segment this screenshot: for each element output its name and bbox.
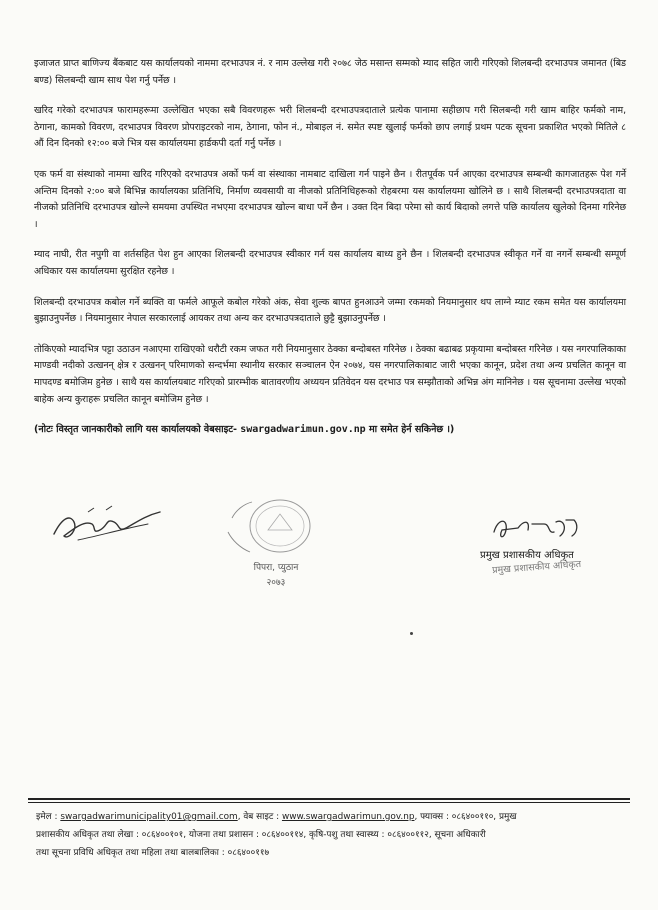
- footer-line-2: प्रशासकीय अधिकृत तथा लेखा : ०८६४००१०१, योजना तथा प्रशासन : ०८६४००११४, कृषि-पशु तथा स्वास्थ्य : ०८६४००११२, सूचना अधिकारी: [36, 830, 486, 840]
- seal-year-text: २०७३: [266, 578, 286, 588]
- footer-website-link[interactable]: www.swargadwarimun.gov.np: [281, 812, 415, 822]
- officer-title: प्रमुख प्रशासकीय अधिकृत: [480, 550, 574, 561]
- footer-divider-thin: [28, 802, 630, 803]
- paragraph-submission: खरिद गरेको दरभाउपत्र फारामहरूमा उल्लेखित भएका सबै विवरणहरू भरी शिलबन्दी दरभाउपत्रदाताले प्रत्येक पानामा सहीछाप गरी सिलबन्दी गरी खाम बाहिर फर्मको नाम, ठेगाना, कामको विवरण, दरभाउपत्र विवरण प्रोपराइटरको नाम, ठेगाना, फोन नं., मोबाइल नं. समेत स्पष्ट खुलाई फर्मको छाप लगाई प्रथम पटक सूचना प्रकाशित भएको मितिले ८ औं दिन दिनको १२:०० बजे भित्र यस कार्यालयमा हार्डकपी दर्ता गर्नु पर्नेछ ।: [34, 105, 626, 150]
- note-website-link[interactable]: swargadwarimun.gov.np: [240, 424, 366, 436]
- website-note: [34, 422, 626, 439]
- website-label: वेब साइट :: [243, 812, 280, 822]
- email-label: इमेल :: [36, 812, 58, 822]
- office-seal: [218, 490, 330, 590]
- footer-divider: [28, 798, 630, 800]
- contact-footer: [36, 808, 630, 862]
- paragraph-vat: शिलबन्दी दरभाउपत्र कबोल गर्ने ब्यक्ति वा फर्मले आफूले कबोल गरेको अंक, सेवा शुल्क बापत हुनआउने जम्मा रकमको नियमानुसार थप लाग्ने म्याट रकम समेत यस कार्यालयमा बुझाउनुपर्नेछ । नियमानुसार नेपाल सरकारलाई आयकर तथा अन्य कर दरभाउपत्रदाताले छुट्टै बुझाउनुपर्नेछ ।: [34, 296, 626, 325]
- notice-body: [34, 56, 626, 453]
- fax-and-chief: , फ्याक्स : ०८६४००११०, प्रमुख: [414, 812, 517, 822]
- note-suffix: मा समेत हेर्न सकिनेछ ।): [368, 424, 455, 436]
- paragraph-deposit: तोकिएको म्यादभित्र पट्टा उठाउन नआएमा राखिएको धरौटी रकम जफत गरी नियमानुसार ठेक्का बन्दोबस्त गरिनेछ । ठेक्का बढाबढ प्रकृयामा बन्दोबस्त गरिनेछ । यस नगरपालिकाका माण्डवी नदीको उत्खनन् क्षेत्र र उत्खनन् परिमाणको सन्दर्भमा स्थानीय सरकार सञ्चालन ऐन २०७४, यस नगरपालिकाबाट जारी भएका कानून, प्रदेश तथा अन्य प्रचलित कानून वा मापदण्ड बमोजिम हुनेछ । साथै यस कार्यालयबाट गरिएको प्रारम्भीक बातावरणीय अध्ययन प्रतिवेदन यस दरभाउ पत्र सम्झौताको अभिन्न अंग मानिनेछ । यस सूचनामा उल्लेख भएको बाहेक अन्य कुराहरू प्रचलित कानून बमोजिम हुनेछ ।: [34, 343, 626, 405]
- paragraph-bid-bond: इजाजत प्राप्त बाणिज्य बैंकबाट यस कार्यालयको नाममा दरभाउपत्र नं. र नाम उल्लेख गरी २०७८ जेठ मसान्त सम्मको म्याद सहित जारी गरिएको शिलबन्दी दरभाउपत्र जमानत (बिड बण्ड) सिलबन्दी खाम साथ पेश गर्नु पर्नेछ ।: [34, 58, 626, 86]
- footer-line-3: तथा सूचना प्रविधि अधिकृत तथा महिला तथा बालबालिका : ०८६४००११७: [36, 848, 270, 858]
- officer-stamp-text: प्रमुख प्रशासकीय अधिकृत: [491, 558, 582, 577]
- footer-line-1: इमेल : swargadwarimunicipality01@gmail.com, वेब साइट : www.swargadwarimun.gov.np, फ्याक्स : ०८६४००११०, प्रमुख: [36, 812, 517, 822]
- paragraph-opening: एक फर्म वा संस्थाको नाममा खरिद गरिएको दरभाउपत्र अर्को फर्म वा संस्थाका नामबाट दाखिला गर्न पाइने छैन । रीतपूर्वक पर्न आएका दरभाउपत्र सम्बन्धी कागजातहरू पेश गर्ने अन्तिम दिनको २:०० बजे बिभिन्न कार्यालयका प्रतिनिधि, निर्माण व्यवसायी वा नीजको प्रतिनिधिहरूको रोहबरमा यस कार्यालयमा खोलिने छ । साथै शिलबन्दी दरभाउपत्रदाता वा नीजको प्रतिनिधि दरभाउपत्र खोल्ने समयमा उपस्थित नभएमा दरभाउपत्र खोल्न बाधा पर्ने छैन । उक्त दिन बिदा परेमा सो कार्य बिदाको लगत्ते पछि कार्यालय खुलेको दिनमा गरिनेछ ।: [34, 168, 626, 230]
- right-signature: [488, 510, 584, 550]
- speck-mark: [410, 632, 413, 635]
- email-link[interactable]: swargadwarimunicipality01@gmail.com: [60, 812, 238, 822]
- seal-place-text: पिपरा, प्युठान: [253, 563, 299, 573]
- left-signature: [48, 500, 166, 548]
- paragraph-rejection: म्याद नाघी, रीत नपुगी वा शर्तसहित पेश हुन आएका शिलबन्दी दरभाउपत्र स्वीकार गर्न यस कार्यालय बाध्य हुने छैन । शिलबन्दी दरभाउपत्र स्वीकृत गर्ने वा नगर्ने सम्बन्धी सम्पूर्ण अधिकार यस कार्यालयमा सुरक्षित रहनेछ ।: [34, 249, 626, 277]
- note-prefix: (नोटः विस्तृत जानकारीको लागि यस कार्यालयको वेबसाइट-: [34, 424, 237, 436]
